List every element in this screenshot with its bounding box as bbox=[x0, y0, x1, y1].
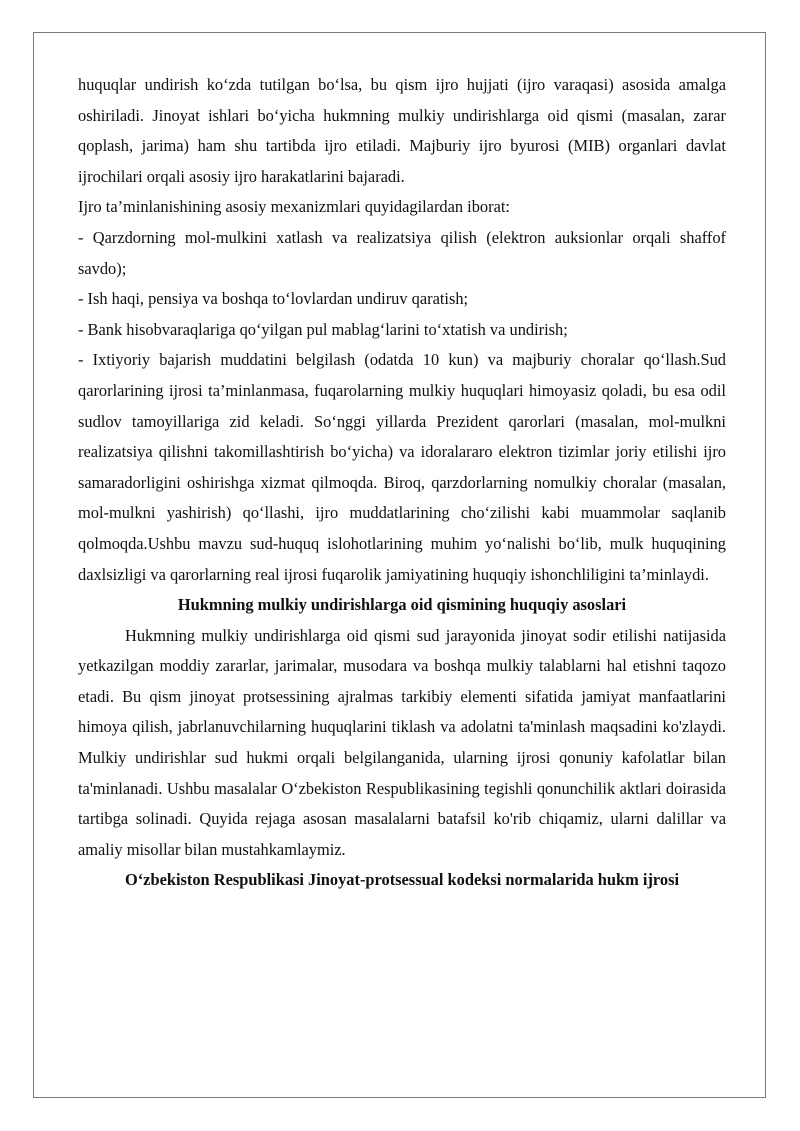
paragraph-mechanisms-intro: Ijro ta’minlanishining asosiy mexanizmlari quyidagilardan iborat: bbox=[78, 197, 510, 217]
section-heading-procedural-code: O‘zbekiston Respublikasi Jinoyat-protsessual kodeksi normalarida hukm ijrosi bbox=[124, 870, 680, 890]
list-item-voluntary-term: - Ixtiyoriy bajarish muddatini belgilash (odatda 10 kun) va majburiy choralar qo‘llash.Sud qarorlarining ijrosi ta’minlanmasa, fuqarolarning mulkiy huquqlari himoyasiz qoladi, bu esa odil sudlov tamoyillariga zid keladi. So‘nggi yillarda Prezident qarorlari (masalan, mol-mulkni realizatsiya qilishni takomillashtirish bo‘yicha) va idoralararo elektron tizimlar joriy etilishi ijro samaradorligini oshirishga xizmat qilmoqda. Biroq, qarzdorlarning nomulkiy choralar (masalan, mol-mulkni yashirish) qo‘llashi, ijro muddatlarining cho‘zilishi kabi muammolar saqlanib qolmoqda.Ushbu mavzu sud-huquq islohotlarining muhim yo‘nalishi bo‘lib, mulk huquqining daxlsizligi va qarorlarning real ijrosi fuqarolik jamiyatining huquqiy ishonchliligini ta’minlaydi. bbox=[78, 350, 726, 584]
section-heading-legal-basis: Hukmning mulkiy undirishlarga oid qismining huquqiy asoslari bbox=[177, 595, 627, 615]
list-item-bank-accounts: - Bank hisobvaraqlariga qo‘yilgan pul mablag‘larini to‘xtatish va undirish; bbox=[78, 319, 568, 339]
paragraph-execution-basis: huquqlar undirish ko‘zda tutilgan bo‘lsa, bu qism ijro hujjati (ijro varaqasi) asosida amalga oshiriladi. Jinoyat ishlari bo‘yicha hukmning mulkiy undirishlarga oid qismi (masalan, zarar qoplash, jarima) ham shu tartibda ijro etiladi. Majburiy ijro byurosi (MIB) organlari davlat ijrochilari orqali asosiy ijro harakatlarini bajaradi. bbox=[78, 75, 726, 186]
document-body bbox=[78, 70, 726, 896]
list-item-property-seizure: - Qarzdorning mol-mulkini xatlash va realizatsiya qilish (elektron auksionlar orqali shaffof savdo); bbox=[78, 227, 726, 278]
list-item-wage-deduction: - Ish haqi, pensiya va boshqa to‘lovlardan undiruv qaratish; bbox=[78, 289, 469, 309]
paragraph-legal-basis: Hukmning mulkiy undirishlarga oid qismi sud jarayonida jinoyat sodir etilishi natijasida yetkazilgan moddiy zararlar, jarimalar, musodara va boshqa mulkiy talablarni hal etishni taqozo etadi. Bu qism jinoyat protsessining ajralmas tarkibiy elementi sifatida jamiyat manfaatlarini himoya qilish, jabrlanuvchilarning huquqlarini tiklash va adolatni ta'minlash maqsadini ko'zlaydi. Mulkiy undirishlar sud hukmi orqali belgilanganida, ularning ijrosi qonuniy kafolatlar bilan ta'minlanadi. Ushbu masalalar O‘zbekiston Respublikasining tegishli qonunchilik aktlari doirasida tartibga solinadi. Quyida rejaga asosan masalalarni batafsil ko'rib chiqamiz, ularni dalillar va amaliy misollar bilan mustahkamlaymiz. bbox=[78, 625, 726, 859]
